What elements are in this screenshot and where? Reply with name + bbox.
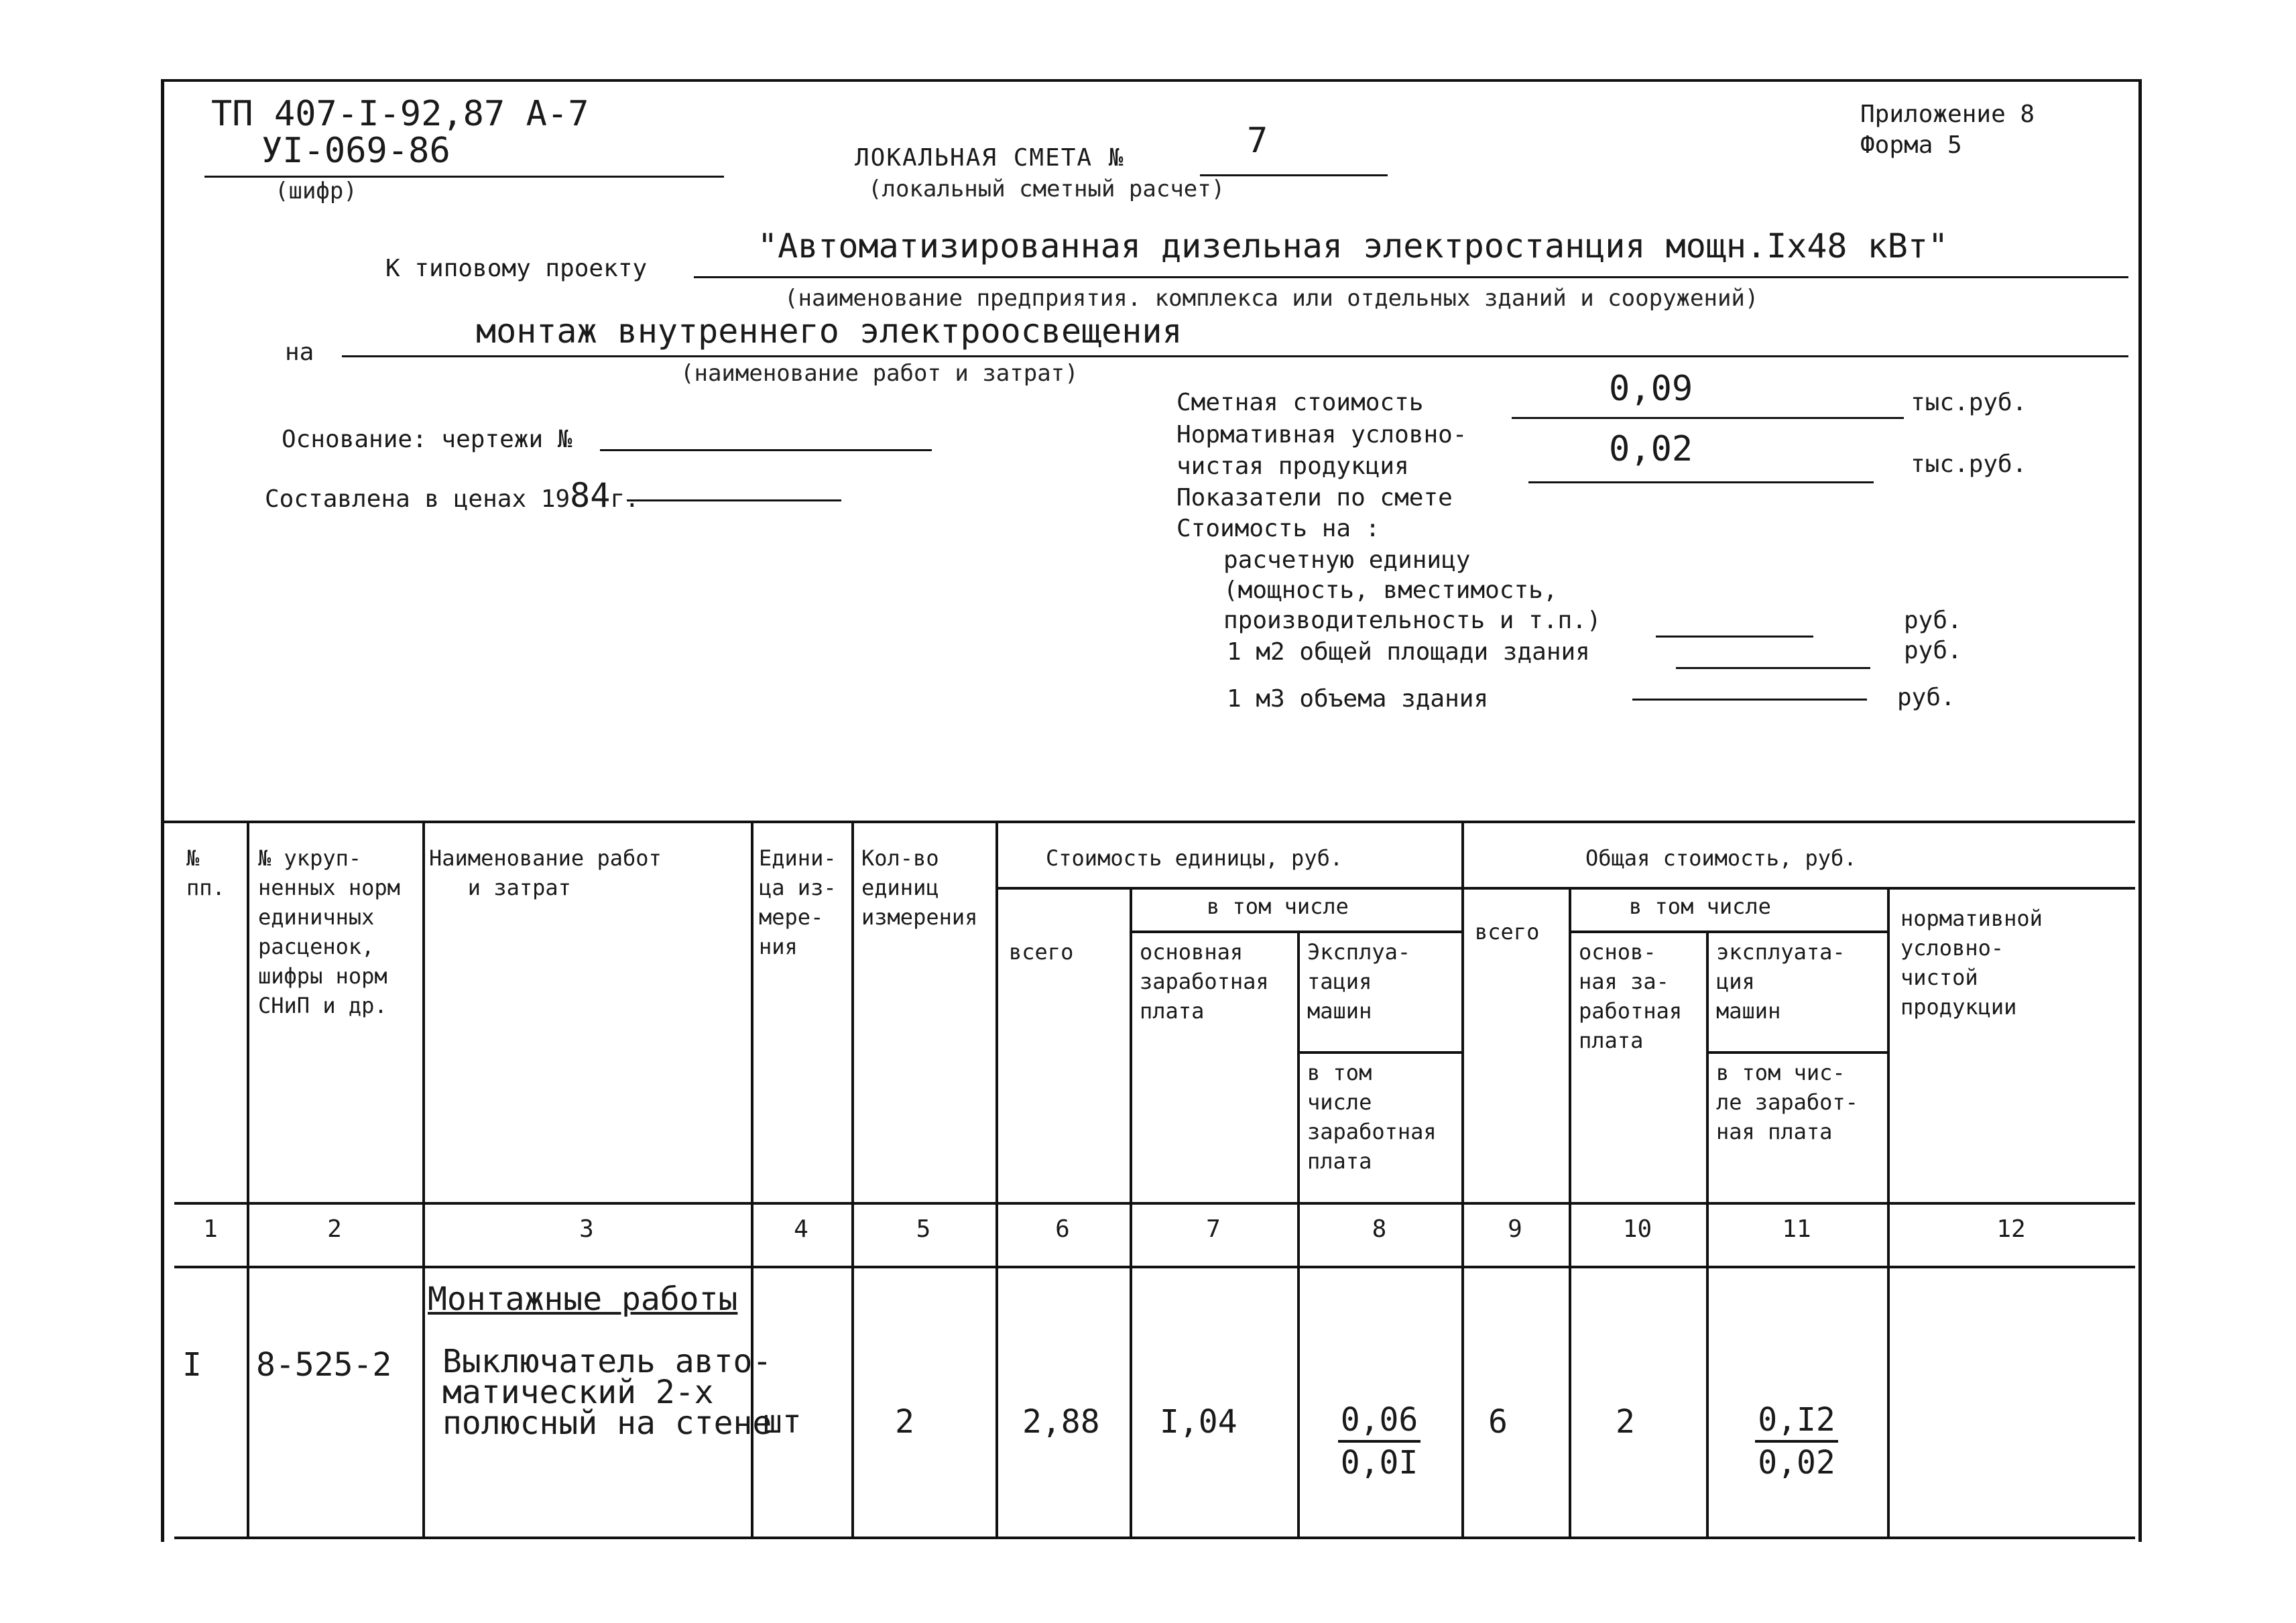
col-number: 12 [1996, 1215, 2026, 1243]
form-label: Форма 5 [1860, 131, 1962, 159]
estimated-cost-unit: тыс.руб. [1911, 389, 2027, 416]
header-col-10: основ- ная за- работная плата [1579, 939, 1683, 1053]
col-number: 10 [1622, 1215, 1652, 1243]
row-unit-machines [1297, 1400, 1461, 1483]
on-label: на [285, 339, 314, 366]
header-col-9: всего [1475, 919, 1540, 945]
row-qty: 2 [895, 1403, 914, 1441]
project-name: "Автоматизированная дизельная электростанция мощн.Iх48 кВт" [758, 227, 1949, 265]
row-code: 8-525-2 [256, 1346, 392, 1384]
header-col-8b: в том числе заработная плата [1307, 1060, 1437, 1174]
normative-label-1: Нормативная условно- [1176, 421, 1467, 448]
code-caption: (шифр) [275, 178, 357, 204]
estimate-number: 7 [1247, 121, 1268, 161]
header-col-4: Едини- ца из- мере- ния [759, 845, 837, 959]
header-col-6: всего [1009, 939, 1074, 965]
header-unit-cost: Стоимость единицы, руб. [1046, 845, 1343, 871]
m2-label: 1 м2 общей площади здания [1227, 638, 1590, 666]
header-col-12: нормативной условно- чистой продукции [1900, 906, 2043, 1020]
normative-underline [1528, 481, 1874, 483]
estimated-cost-value: 0,09 [1609, 369, 1693, 409]
row-total-mach-wage: 0,02 [1758, 1444, 1835, 1482]
project-caption: (наименование предприятия. комплекса или отдельных зданий и сооружений) [784, 285, 1759, 312]
prices-underline [627, 499, 841, 501]
normative-label-2: чистая продукция [1176, 453, 1409, 480]
prices-suffix: г. [610, 485, 640, 513]
col-number: 4 [794, 1215, 808, 1243]
section-title: Монтажные работы [428, 1280, 738, 1318]
header-col-5: Кол-во единиц измерения [861, 845, 978, 930]
normative-unit: тыс.руб. [1911, 450, 2027, 478]
estimate-subtitle: (локальный сметный расчет) [868, 176, 1225, 202]
col-number: 11 [1782, 1215, 1811, 1243]
m2-underline [1676, 667, 1870, 669]
document-code: ТП 407-I-92,87 А-7 [211, 94, 589, 134]
header-col-2: № укруп- ненных норм единичных расценок, шифры норм СНиП и др. [258, 845, 400, 1018]
header-col-3: Наименование работ и затрат [429, 845, 662, 900]
prices-label-text: Составлена в ценах 19 [265, 485, 570, 513]
col-number: 6 [1055, 1215, 1070, 1243]
col-number: 2 [327, 1215, 342, 1243]
estimated-cost-underline [1512, 417, 1904, 419]
unit-label-2: (мощность, вместимость, [1223, 577, 1558, 604]
header-incl-1: в том числе [1207, 894, 1349, 919]
m3-rub: руб. [1897, 684, 1955, 711]
unit-label-3: производительность и т.п.) [1223, 607, 1602, 634]
project-underline [694, 276, 2128, 278]
row-name: Выключатель авто- матический 2-х полюсный на стене [442, 1343, 772, 1442]
row-unit-mach-wage: 0,0I [1340, 1444, 1418, 1482]
row-unit-wage: I,04 [1160, 1403, 1237, 1441]
estimate-number-line [1200, 174, 1388, 176]
work-underline [342, 355, 2128, 357]
header-col-1: № пп. [186, 845, 225, 900]
m3-label: 1 м3 объема здания [1227, 685, 1489, 713]
drawings-underline [600, 449, 932, 451]
estimate-table [174, 823, 2135, 1539]
col-number: 1 [203, 1215, 218, 1243]
indicators-label: Показатели по смете [1176, 484, 1453, 512]
work-caption: (наименование работ и затрат) [680, 360, 1079, 387]
row-unit-mach: 0,06 [1338, 1400, 1421, 1443]
header-incl-2: в том числе [1629, 894, 1771, 919]
m2-rub: руб. [1904, 637, 1962, 664]
col-number: 8 [1372, 1215, 1387, 1243]
header-col-8: Эксплуа- тация машин [1307, 939, 1411, 1024]
header-total-cost: Общая стоимость, руб. [1585, 845, 1857, 871]
row-total-machines [1706, 1400, 1887, 1483]
project-label: К типовому проекту [385, 255, 648, 282]
unit-label-1: расчетную единицу [1223, 546, 1471, 574]
unit-underline [1656, 636, 1813, 638]
header-col-7: основная заработная плата [1140, 939, 1269, 1024]
row-total: 6 [1488, 1403, 1508, 1441]
estimate-title: ЛОКАЛЬНАЯ СМЕТА № [855, 144, 1125, 172]
cost-per-label: Стоимость на : [1176, 515, 1380, 542]
row-unit: шт [763, 1403, 802, 1441]
appendix-label: Приложение 8 [1860, 101, 2035, 128]
header-col-11: эксплуата- ция машин [1716, 939, 1846, 1024]
row-total-mach: 0,I2 [1755, 1400, 1838, 1443]
header-col-11b: в том чис- ле заработ- ная плата [1716, 1060, 1858, 1144]
normative-value: 0,02 [1609, 429, 1693, 469]
drawings-label: Основание: чертежи № [282, 426, 572, 453]
row-unit-total: 2,88 [1022, 1403, 1100, 1441]
unit-rub: руб. [1904, 607, 1962, 634]
row-number: I [182, 1346, 202, 1384]
work-name: монтаж внутреннего электроосвещения [476, 312, 1183, 351]
prices-label [265, 476, 640, 515]
col-number: 9 [1508, 1215, 1522, 1243]
col-number: 5 [916, 1215, 931, 1243]
document-code-2: УI-069-86 [261, 131, 450, 171]
estimated-cost-label: Сметная стоимость [1176, 389, 1424, 416]
col-number: 7 [1206, 1215, 1221, 1243]
col-number: 3 [579, 1215, 594, 1243]
prices-year: 84 [570, 476, 611, 515]
m3-underline [1632, 699, 1867, 701]
row-total-wage: 2 [1616, 1403, 1635, 1441]
